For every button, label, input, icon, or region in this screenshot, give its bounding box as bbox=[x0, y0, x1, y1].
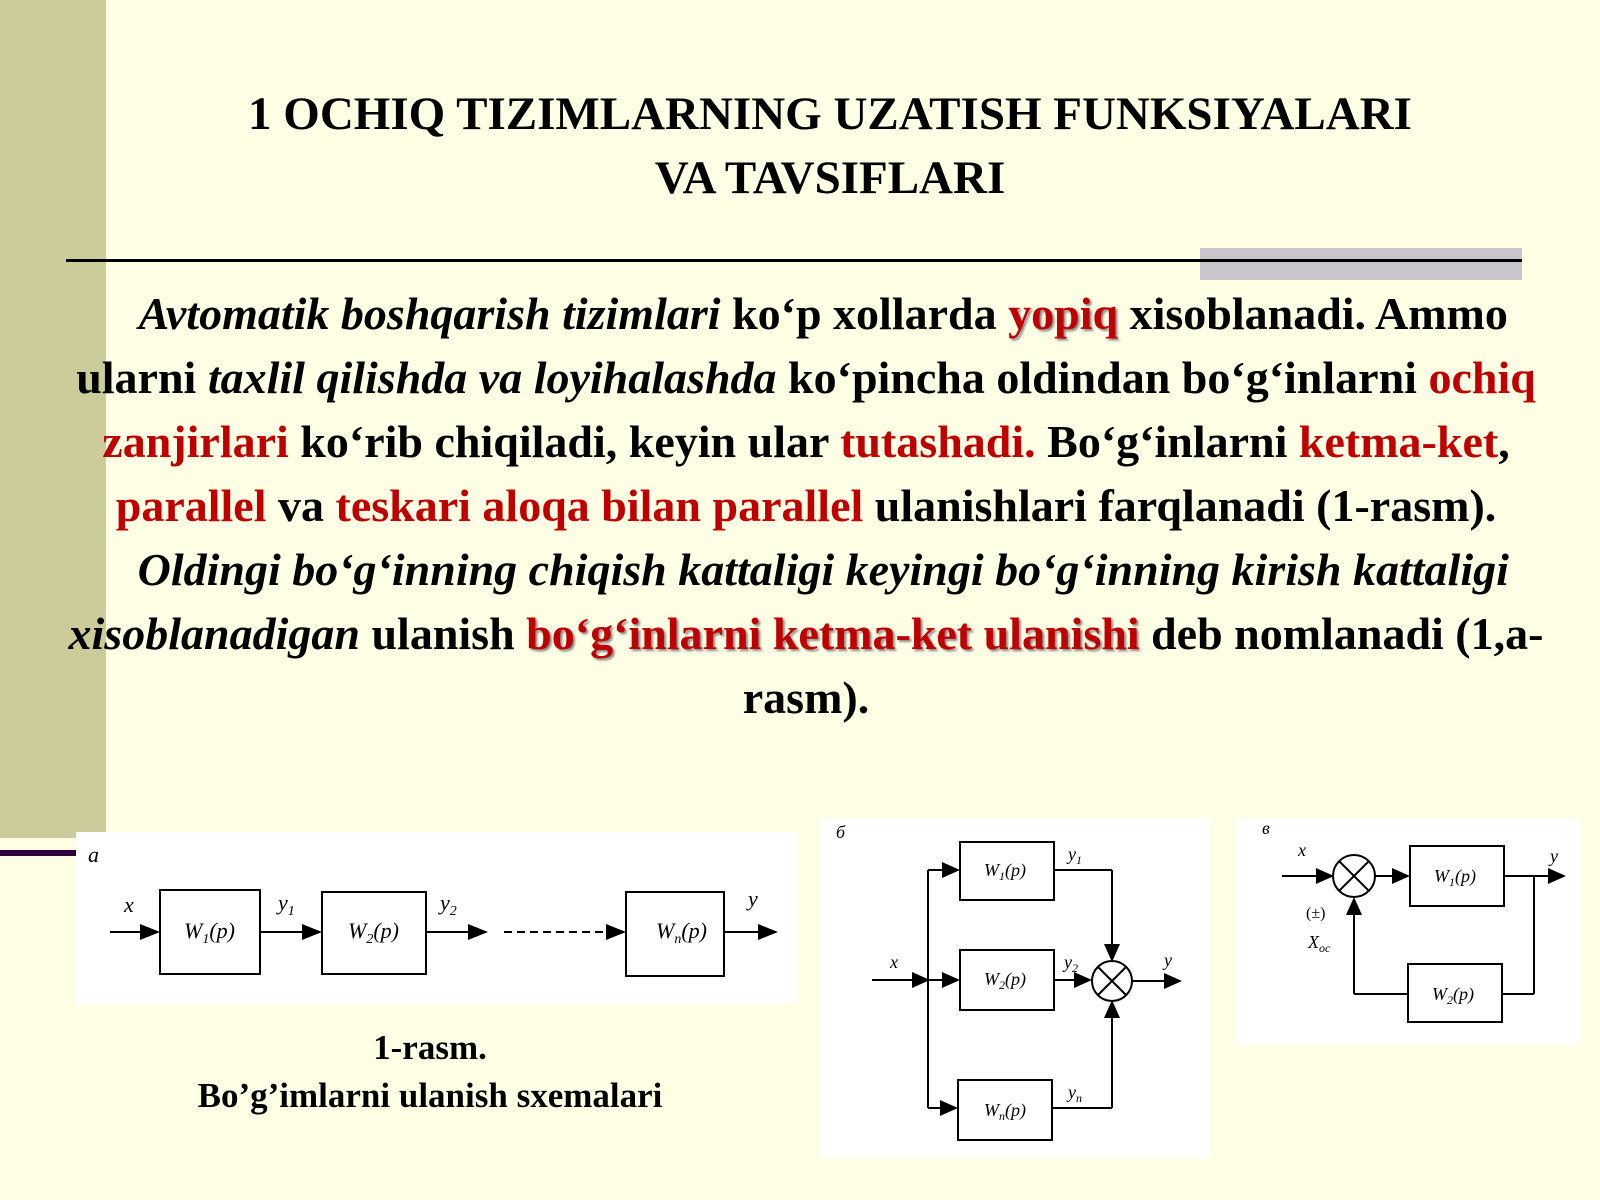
p1-text: xisoblanadi. Ammo ularni bbox=[76, 288, 1508, 403]
y2-sub: 2 bbox=[449, 904, 457, 919]
diagram-series bbox=[76, 832, 798, 1004]
svg-text:yn bbox=[1066, 1082, 1082, 1105]
p1-text: va bbox=[266, 480, 336, 531]
p1-highlight-tutashadi: tutashadi. bbox=[840, 416, 1036, 467]
p1-phrase-italic: taxlil qilishda va loyihalashda bbox=[207, 352, 777, 403]
p2-text: ulanish bbox=[359, 608, 527, 659]
b-signal-y: y bbox=[1164, 950, 1172, 970]
svg-text:W2(p) bbox=[348, 918, 399, 947]
svg-text:Wn(p) bbox=[656, 918, 707, 947]
c-w1-p: (p) bbox=[1455, 866, 1476, 886]
paragraph-2 bbox=[66, 538, 1546, 730]
c-w2-sub: 2 bbox=[1447, 993, 1453, 1007]
svg-text:W2(p) bbox=[1432, 984, 1474, 1007]
b-y1-sub: 1 bbox=[1076, 853, 1082, 867]
b-w1-p: (p) bbox=[1005, 860, 1026, 880]
c-w2-p: (p) bbox=[1453, 984, 1474, 1004]
c-xoc: X bbox=[1308, 932, 1319, 952]
c-sign-label: (±) bbox=[1306, 905, 1326, 922]
diagram-b-label: б bbox=[836, 822, 846, 842]
w1-p: (p) bbox=[209, 918, 235, 943]
paragraph-1 bbox=[66, 282, 1546, 538]
p1-text: ulanishlari farqlanadi (1-rasm). bbox=[863, 480, 1497, 531]
b-w2-text: W bbox=[984, 969, 999, 989]
svg-text:y1 bbox=[1066, 844, 1082, 867]
figure-caption bbox=[120, 1024, 740, 1120]
p2-phrase-italic: Oldingi bo‘g‘inning chiqish kattaligi keyingi bo‘g‘inning kirish kattaligi xisoblanadigan bbox=[68, 544, 1509, 659]
title-line-1: 1 OCHIQ TIZIMLARNING UZATISH FUNKSIYALARI bbox=[248, 88, 1412, 140]
svg-text:y2 bbox=[1062, 952, 1078, 975]
p1-phrase-italic: Avtomatik boshqarish tizimlari bbox=[138, 288, 721, 339]
svg-text:W1(p) bbox=[1434, 866, 1476, 889]
sidebar-accent-line bbox=[0, 850, 76, 856]
svg-text:x bbox=[123, 892, 134, 917]
diagram-feedback bbox=[1236, 818, 1580, 1044]
b-yn: y bbox=[1068, 1082, 1076, 1102]
c-w1-sub: 1 bbox=[1449, 875, 1455, 889]
b-yn-sub: n bbox=[1076, 1091, 1082, 1105]
diagram-a-label: а bbox=[88, 842, 99, 867]
svg-text:W1(p) bbox=[984, 860, 1026, 883]
slide-title bbox=[100, 82, 1560, 210]
caption-line-2: Bo’g’imlarni ulanish sxemalari bbox=[197, 1076, 663, 1115]
diagram-c-label: в bbox=[1262, 818, 1270, 838]
c-signal-x: x bbox=[1298, 840, 1306, 860]
p2-text: deb nomlanadi (1,a-rasm). bbox=[742, 608, 1544, 723]
title-rule bbox=[66, 259, 1522, 262]
w2-p: (p) bbox=[373, 918, 399, 943]
svg-text:Wn(p) bbox=[984, 1100, 1026, 1123]
b-y2: y bbox=[1064, 952, 1072, 972]
diagram-parallel bbox=[820, 818, 1210, 1158]
p1-highlight-teskari: teskari aloqa bilan parallel bbox=[335, 480, 864, 531]
svg-text:W1(p) bbox=[184, 918, 235, 947]
svg-text:W2(p) bbox=[984, 969, 1026, 992]
c-signal-y: y bbox=[1550, 846, 1558, 866]
p1-highlight-yopiq: yopiq bbox=[1008, 288, 1119, 339]
signal-y2: y bbox=[440, 890, 450, 915]
p1-highlight-ochiq: ochiq zanjirlari bbox=[102, 352, 1536, 467]
svg-text:y2 bbox=[438, 890, 457, 919]
c-w1-text: W bbox=[1434, 866, 1449, 886]
b-signal-x: x bbox=[890, 952, 898, 972]
b-y1: y bbox=[1068, 844, 1076, 864]
b-w1-text: W bbox=[984, 860, 999, 880]
wn-p: (p) bbox=[681, 918, 707, 943]
w2-sub: 2 bbox=[366, 932, 374, 947]
p1-highlight-parallel: parallel bbox=[115, 480, 267, 531]
wn-text: W bbox=[656, 918, 675, 943]
svg-text:y1 bbox=[276, 890, 295, 919]
p2-highlight: bo‘g‘inlarni ketma-ket ulanishi bbox=[526, 608, 1140, 659]
signal-x: x bbox=[124, 892, 134, 917]
svg-text:y bbox=[746, 886, 758, 911]
y1-sub: 1 bbox=[287, 904, 295, 919]
svg-text:Xoc bbox=[1307, 932, 1331, 955]
c-w2-text: W bbox=[1432, 984, 1447, 1004]
w1-text: W bbox=[184, 918, 203, 943]
p1-text: ko‘rib chiqiladi, keyin ular bbox=[288, 416, 841, 467]
b-wn-text: W bbox=[984, 1100, 999, 1120]
signal-y1: y bbox=[278, 890, 288, 915]
w1-sub: 1 bbox=[202, 932, 210, 947]
p1-text: , bbox=[1498, 416, 1510, 467]
b-wn-sub: n bbox=[999, 1109, 1005, 1123]
b-w1-sub: 1 bbox=[999, 869, 1005, 883]
title-line-2: VA TAVSIFLARI bbox=[654, 152, 1006, 204]
slide-body bbox=[66, 282, 1546, 730]
b-y2-sub: 2 bbox=[1072, 961, 1078, 975]
p1-text: ko‘pincha oldindan bo‘g‘inlarni bbox=[776, 352, 1429, 403]
p1-text: ko‘p xollarda bbox=[720, 288, 1009, 339]
caption-line-1: 1-rasm. bbox=[373, 1028, 487, 1067]
b-wn-p: (p) bbox=[1005, 1100, 1026, 1120]
p1-text: Bo‘g‘inlarni bbox=[1035, 416, 1299, 467]
signal-y: y bbox=[748, 886, 758, 911]
w2-text: W bbox=[348, 918, 367, 943]
title-rule-accent bbox=[1200, 248, 1522, 280]
b-w2-p: (p) bbox=[1005, 969, 1026, 989]
p1-highlight-ketma-ket: ketma-ket bbox=[1298, 416, 1499, 467]
b-w2-sub: 2 bbox=[999, 978, 1005, 992]
c-xoc-sub: oc bbox=[1319, 941, 1331, 955]
wn-sub: n bbox=[674, 932, 682, 947]
